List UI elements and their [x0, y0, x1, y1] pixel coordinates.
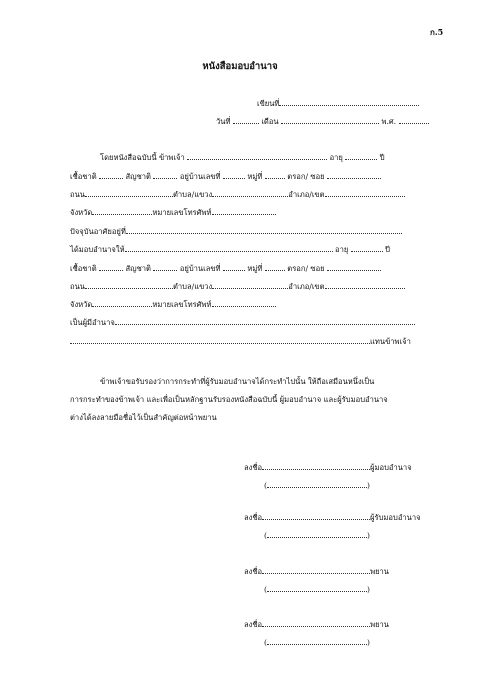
- year-label: พ.ศ.: [381, 117, 397, 126]
- grantee-moo-label: หมู่ที่: [247, 264, 263, 273]
- grantor-district-label: อำเภอ/เขต: [288, 190, 325, 199]
- sign-label: ลงชื่อ: [244, 463, 263, 472]
- grantee-phone-field[interactable]: [212, 299, 276, 307]
- signature-field[interactable]: [262, 566, 370, 574]
- grantor-soi-label: ตรอก/ ซอย: [287, 172, 325, 181]
- grantor-phone-label: หมายเลขโทรศัพท์: [152, 208, 212, 217]
- grantee-role-field[interactable]: [115, 317, 415, 325]
- grantee-house-field[interactable]: [223, 263, 245, 271]
- grantee-road-field[interactable]: [85, 281, 173, 289]
- grantee-phone-label: หมายเลขโทรศัพท์: [152, 300, 212, 309]
- grantee-nationality-label: สัญชาติ: [125, 264, 151, 273]
- grantee-age-field[interactable]: [351, 244, 383, 252]
- grantor-road-label: ถนน: [70, 190, 85, 199]
- grantee-behalf-line: [70, 336, 411, 347]
- grantee-subdistrict-field[interactable]: [212, 281, 288, 289]
- written-at-field[interactable]: [279, 98, 419, 106]
- grantee-moo-field[interactable]: [265, 263, 285, 271]
- grantor-current-address-field[interactable]: [126, 226, 402, 234]
- sign-label: ลงชื่อ: [244, 567, 263, 576]
- grantee-appoint-label: ได้มอบอำนาจให้: [70, 245, 125, 254]
- grantee-road-line: [70, 281, 405, 292]
- grantor-age-field[interactable]: [345, 152, 377, 160]
- signature-role: ผู้รับมอบอำนาจ: [370, 513, 421, 522]
- printed-name-grantee: ( ): [264, 531, 370, 540]
- signature-role: พยาน: [370, 620, 389, 629]
- month-field[interactable]: [281, 116, 379, 124]
- grantee-role-line: [70, 317, 415, 328]
- statement-line-2: การกระทำของข้าพเจ้า และเพื่อเป็นหลักฐานรับรองหนังสือฉบับนี้ ผู้มอบอำนาจ และผู้รับมอบอำนาจ: [70, 395, 388, 404]
- signature-role: พยาน: [370, 567, 389, 576]
- grantor-name-line: [100, 152, 385, 163]
- grantee-soi-field[interactable]: [327, 263, 381, 271]
- grantor-province-field[interactable]: [92, 207, 152, 215]
- grantor-soi-field[interactable]: [327, 171, 381, 179]
- written-at-label: เขียนที่: [257, 99, 280, 108]
- printed-name-field[interactable]: [267, 637, 367, 645]
- form-code: ก.5: [430, 27, 444, 37]
- year-field[interactable]: [399, 116, 429, 124]
- printed-name-witness-2: ( ): [264, 638, 370, 647]
- grantor-moo-field[interactable]: [265, 171, 285, 179]
- printed-name-field[interactable]: [267, 530, 367, 538]
- statement-line-3: ต่างได้ลงลายมือชื่อไว้เป็นสำคัญต่อหน้าพยาน: [70, 413, 217, 422]
- grantee-origin-line: [70, 263, 381, 274]
- grantor-nationality-field[interactable]: [153, 171, 177, 179]
- grantor-province-line: [70, 207, 276, 218]
- signature-block-grantee: [244, 512, 421, 523]
- on-behalf-label: แทนข้าพเจ้า: [370, 337, 411, 346]
- grantor-province-label: จังหวัด: [70, 208, 93, 217]
- date-line: [216, 116, 429, 127]
- signature-block-grantor: [244, 462, 412, 473]
- grantor-subdistrict-field[interactable]: [212, 189, 288, 197]
- grantor-address-line: [70, 226, 402, 237]
- grantee-district-field[interactable]: [325, 281, 405, 289]
- signature-field[interactable]: [262, 619, 370, 627]
- grantor-name-field[interactable]: [187, 152, 327, 160]
- month-label: เดือน: [261, 117, 279, 126]
- statement-line-1: ข้าพเจ้าขอรับรองว่าการกระทำที่ผู้รับมอบอำนาจได้กระทำไปนั้น ให้ถือเสมือนหนึ่งเป็น: [100, 377, 375, 386]
- grantor-subdistrict-label: ตำบล/แขวง: [172, 190, 213, 199]
- written-at-line: [257, 98, 419, 109]
- grantor-age-unit: ปี: [379, 153, 385, 162]
- grantor-moo-label: หมู่ที่: [247, 172, 263, 181]
- signature-block-witness-1: [244, 566, 389, 577]
- printed-name-field[interactable]: [267, 480, 367, 488]
- grantee-name-line: [70, 244, 390, 255]
- grantor-age-label: อายุ: [329, 153, 343, 162]
- grantee-province-field[interactable]: [92, 299, 152, 307]
- sign-label: ลงชื่อ: [244, 620, 263, 629]
- grantor-current-address-label: ปัจจุบันอาศัยอยู่ที่: [70, 227, 126, 236]
- grantee-soi-label: ตรอก/ ซอย: [287, 264, 325, 273]
- grantee-house-label: อยู่บ้านเลขที่: [179, 264, 221, 273]
- grantor-race-field[interactable]: [99, 171, 123, 179]
- grantor-intro: โดยหนังสือฉบับนี้ ข้าพเจ้า: [100, 153, 185, 162]
- signature-field[interactable]: [262, 462, 370, 470]
- grantee-behalf-field[interactable]: [70, 336, 370, 344]
- date-label: วันที่: [216, 117, 231, 126]
- grantee-age-label: อายุ: [335, 245, 349, 254]
- printed-name-field[interactable]: [267, 584, 367, 592]
- grantor-race-label: เชื้อชาติ: [70, 172, 97, 181]
- grantor-phone-field[interactable]: [212, 207, 276, 215]
- signature-role: ผู้มอบอำนาจ: [370, 463, 412, 472]
- grantee-age-unit: ปี: [385, 245, 390, 254]
- signature-block-witness-2: [244, 619, 389, 630]
- page-title: หนังสือมอบอำนาจ: [202, 61, 278, 72]
- grantor-house-field[interactable]: [223, 171, 245, 179]
- grantee-district-label: อำเภอ/เขต: [288, 282, 325, 291]
- grantee-province-line: [70, 299, 276, 310]
- grantee-province-label: จังหวัด: [70, 300, 93, 309]
- day-field[interactable]: [233, 116, 259, 124]
- grantor-origin-line: [70, 171, 381, 182]
- grantee-nationality-field[interactable]: [153, 263, 177, 271]
- grantor-district-field[interactable]: [325, 189, 405, 197]
- grantor-nationality-label: สัญชาติ: [125, 172, 151, 181]
- grantee-subdistrict-label: ตำบล/แขวง: [172, 282, 213, 291]
- printed-name-grantor: ( ): [264, 481, 370, 490]
- grantee-race-field[interactable]: [99, 263, 123, 271]
- grantor-road-field[interactable]: [85, 189, 173, 197]
- grantee-road-label: ถนน: [70, 282, 85, 291]
- grantor-road-line: [70, 189, 405, 200]
- signature-field[interactable]: [262, 512, 370, 520]
- grantee-race-label: เชื้อชาติ: [70, 264, 97, 273]
- grantee-role-label: เป็นผู้มีอำนาจ: [70, 318, 115, 327]
- sign-label: ลงชื่อ: [244, 513, 263, 522]
- grantor-house-label: อยู่บ้านเลขที่: [179, 172, 221, 181]
- grantee-name-field[interactable]: [125, 244, 333, 252]
- printed-name-witness-1: ( ): [264, 585, 370, 594]
